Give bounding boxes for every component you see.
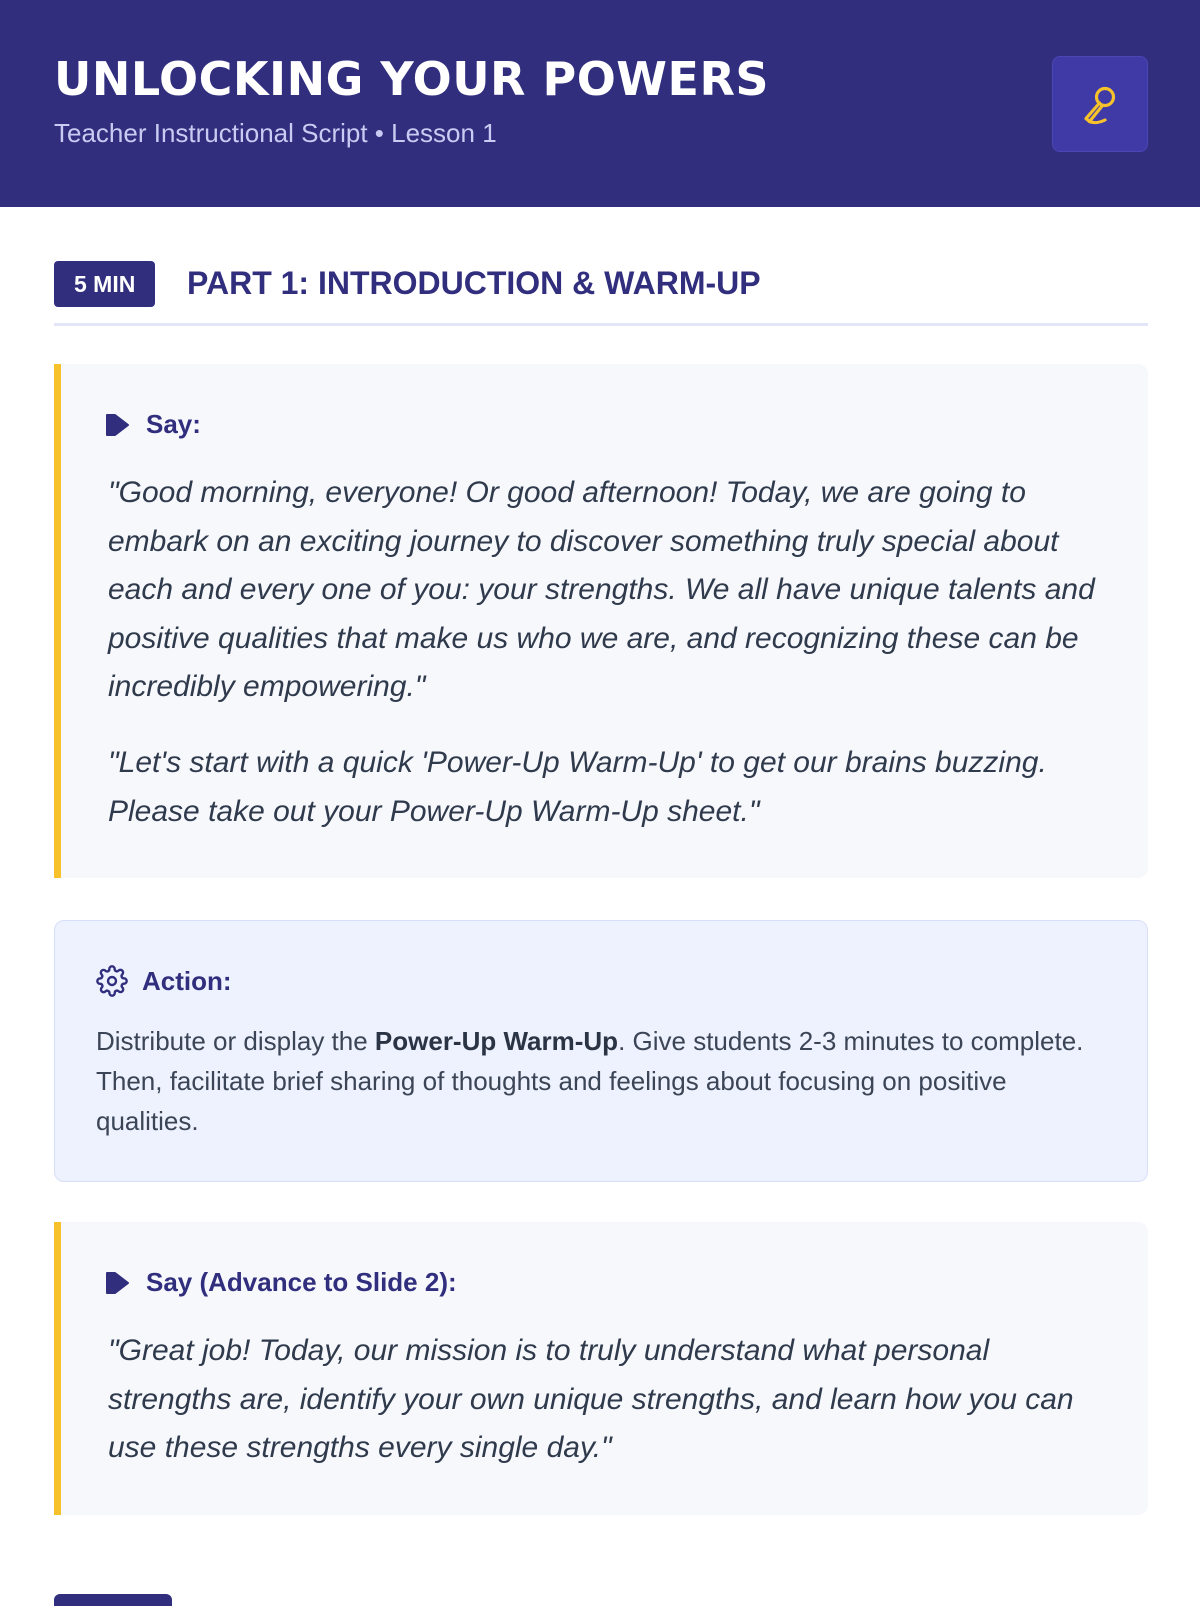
- say-label-row: [102, 1267, 457, 1298]
- play-icon: [102, 410, 132, 440]
- page-title: UNLOCKING YOUR POWERS: [54, 52, 770, 106]
- say-quote: "Let's start with a quick 'Power-Up Warm-Up' to get our brains buzzing. Please take out your Power-Up Warm-Up sheet.": [108, 746, 1047, 828]
- action-label-row: [96, 965, 232, 997]
- action-label: Action:: [142, 965, 232, 996]
- page-header: [0, 0, 1200, 207]
- action-text: [96, 1021, 1095, 1141]
- section-header: [54, 259, 1148, 326]
- action-card: [54, 920, 1148, 1182]
- say-label: Say (Advance to Slide 2):: [146, 1267, 457, 1297]
- action-text-after: . Give students 2-3 minutes to complete. Then, facilitate brief sharing of thoughts and feelings about focusing on positive qualities.: [96, 1026, 1084, 1136]
- microphone-icon: [1076, 80, 1124, 128]
- say-card: [54, 364, 1148, 878]
- action-text-bold: Power-Up Warm-Up: [374, 1026, 619, 1056]
- say-label: Say:: [146, 409, 201, 439]
- say-card-slide-2: [54, 1222, 1148, 1515]
- next-section-badge: [54, 1594, 172, 1606]
- time-badge: 5 MIN: [54, 261, 155, 307]
- gear-icon: [96, 965, 128, 997]
- say-label-row: [102, 409, 201, 440]
- play-icon: [102, 1268, 132, 1298]
- say-quote: "Good morning, everyone! Or good afternoon! Today, we are going to embark on an exciting journey to discover something truly special about each and every one of you: your strengths. We all have unique talents and positive qualities that make us who we are, and recognizing these can be incredibly empowering.": [108, 476, 1095, 703]
- action-text-before: Distribute or display the: [96, 1026, 375, 1056]
- section-title: PART 1: INTRODUCTION & WARM-UP: [187, 265, 761, 301]
- say-quote: "Great job! Today, our mission is to truly understand what personal strengths are, identify your own unique strengths, and learn how you can use these strengths every single day.": [108, 1334, 1074, 1464]
- page-subtitle: Teacher Instructional Script • Lesson 1: [54, 118, 497, 148]
- microphone-button[interactable]: [1052, 56, 1148, 152]
